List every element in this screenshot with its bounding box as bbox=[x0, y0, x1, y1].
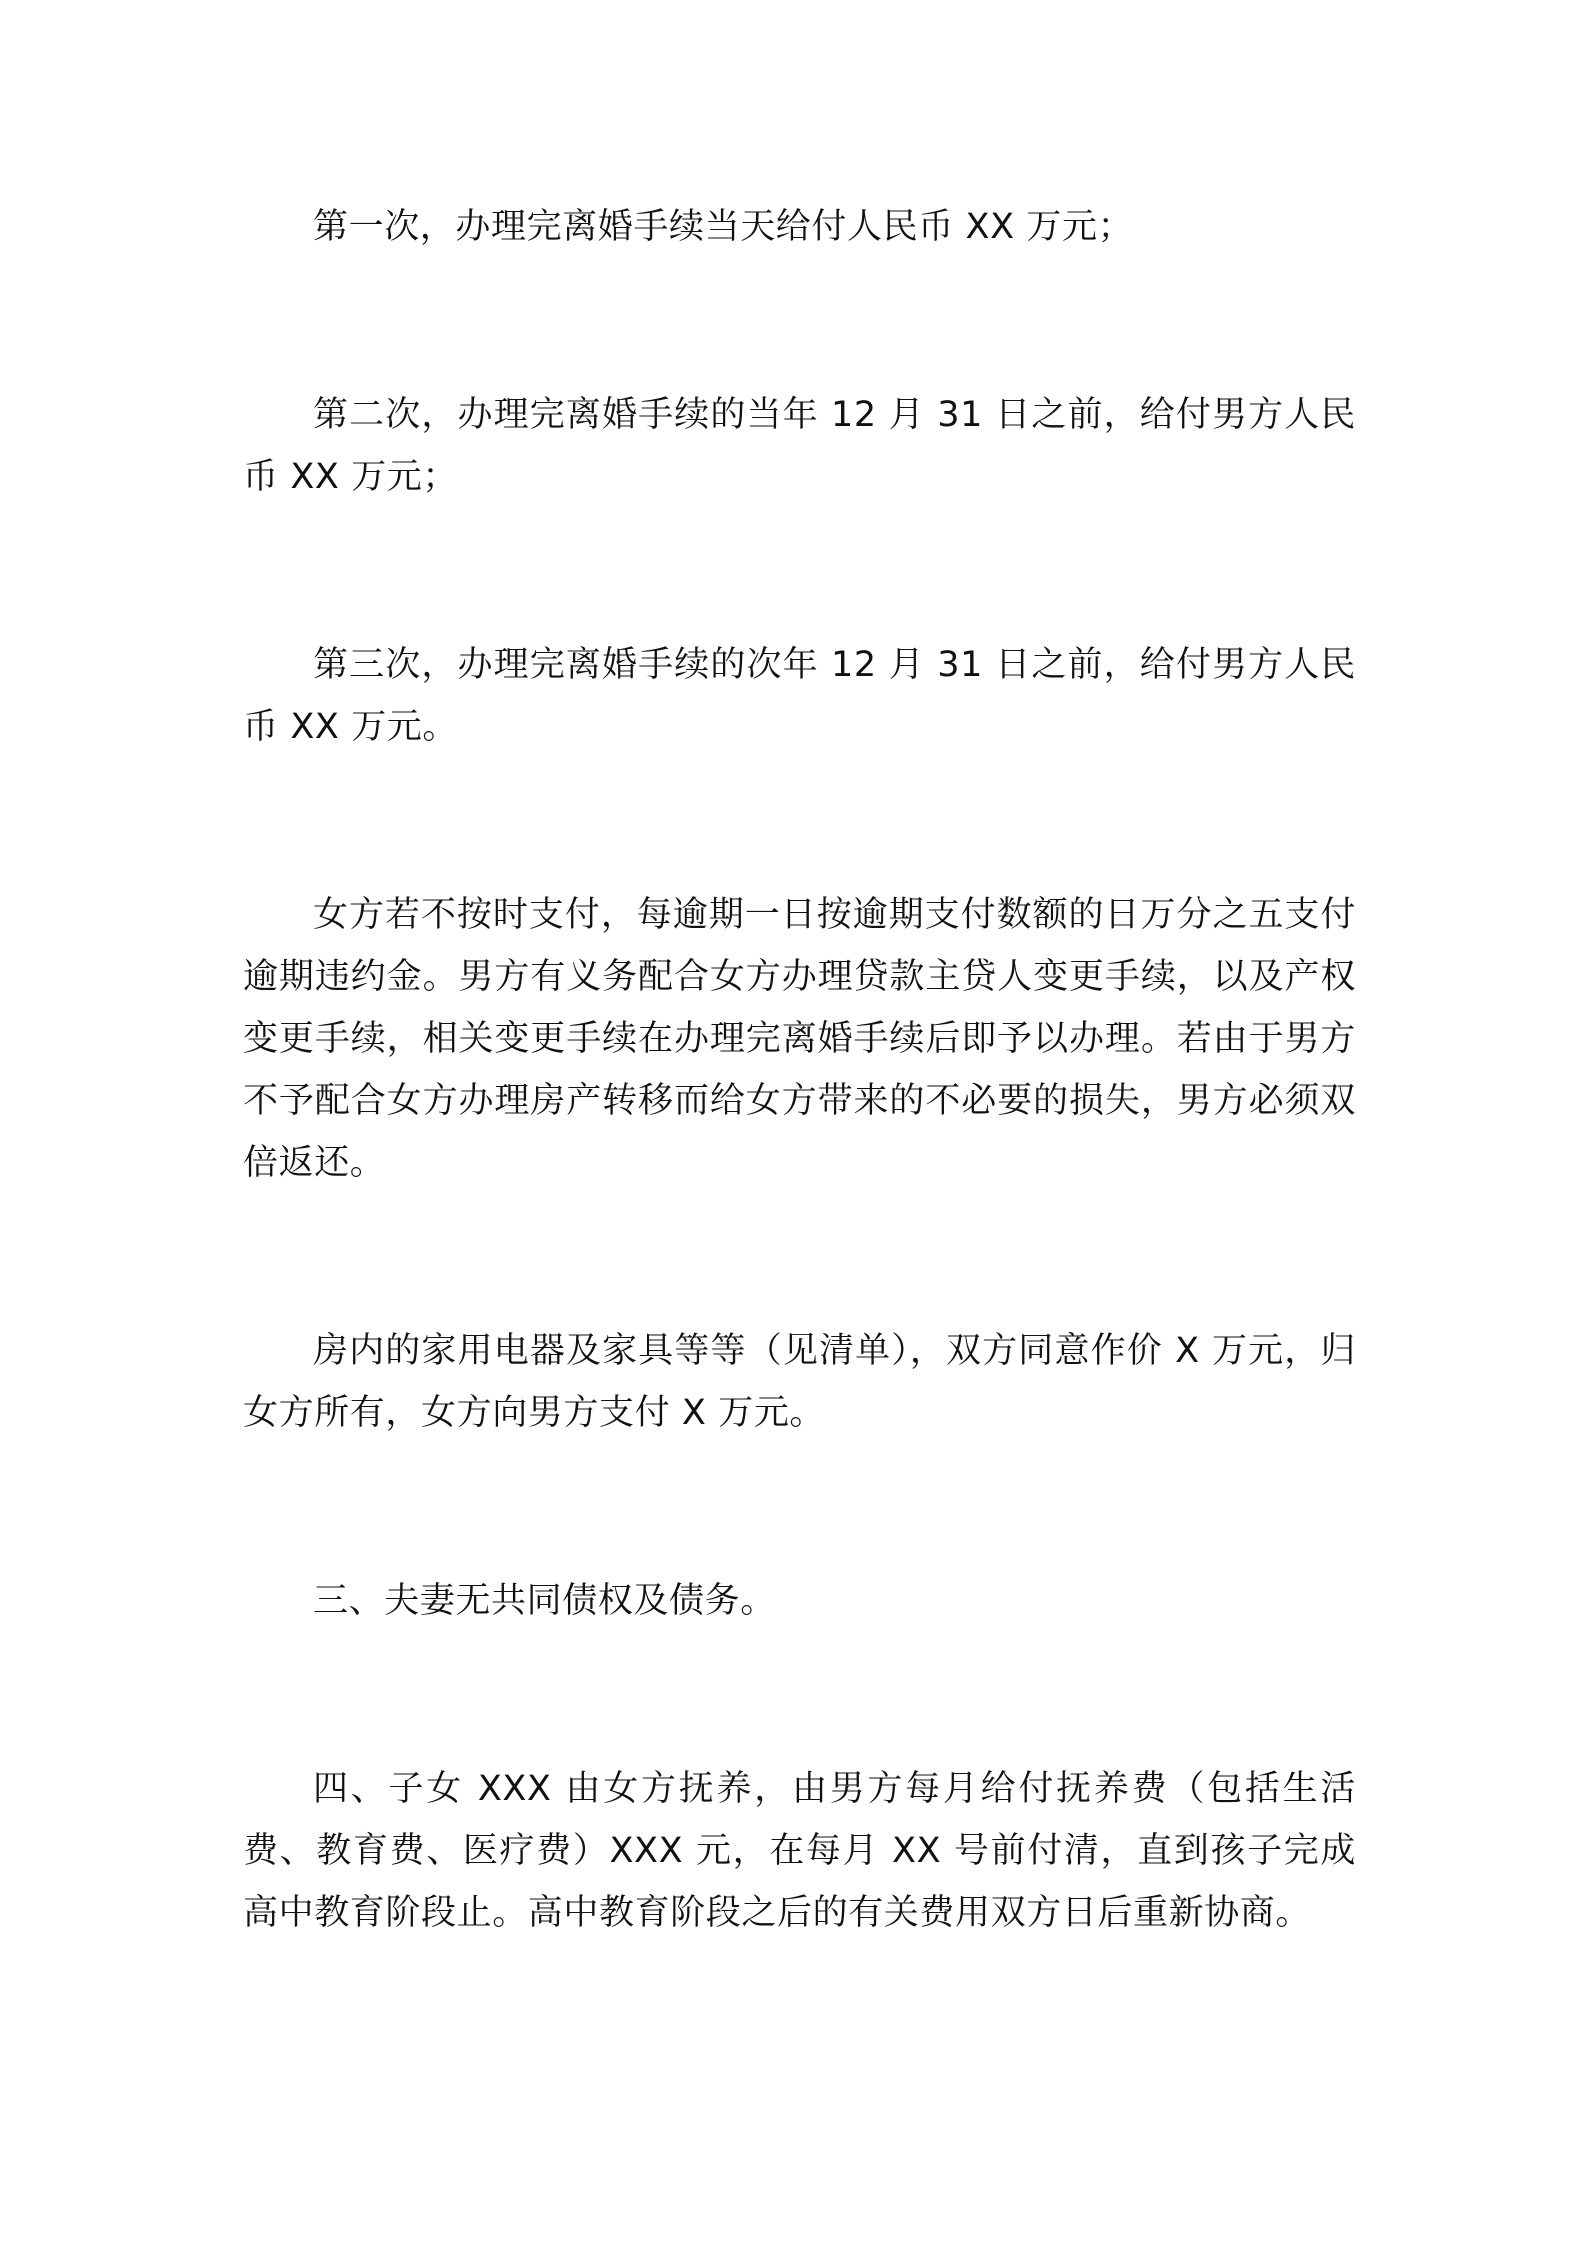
paragraph-child-support: 四、子女 XXX 由女方抚养，由男方每月给付抚养费（包括生活费、教育费、医疗费）XXX 元，在每月 XX 号前付清，直到孩子完成高中教育阶段止。高中教育阶段之后的有关费用双方日后重新协商。 bbox=[243, 1769, 1356, 1933]
paragraph-third-payment: 第三次，办理完离婚手续的次年 12 月 31 日之前，给付男方人民币 XX 万元。 bbox=[243, 645, 1356, 747]
paragraph-late-payment-penalty: 女方若不按时支付，每逾期一日按逾期支付数额的日万分之五支付逾期违约金。男方有义务配合女方办理贷款主贷人变更手续，以及产权变更手续，相关变更手续在办理完离婚手续后即予以办理。若由于男方不予配合女方办理房产转移而给女方带来的不必要的损失，男方必须双倍返还。 bbox=[243, 895, 1356, 1183]
paragraph-appliances-furniture: 房内的家用电器及家具等等（见清单），双方同意作价 X 万元，归女方所有，女方向男方支付 X 万元。 bbox=[243, 1331, 1356, 1433]
document-body bbox=[243, 196, 1356, 1944]
paragraph-first-payment: 第一次，办理完离婚手续当天给付人民币 XX 万元； bbox=[313, 207, 1134, 247]
paragraph-debts: 三、夫妻无共同债权及债务。 bbox=[313, 1581, 776, 1621]
paragraph-second-payment: 第二次，办理完离婚手续的当年 12 月 31 日之前，给付男方人民币 XX 万元； bbox=[243, 395, 1356, 497]
